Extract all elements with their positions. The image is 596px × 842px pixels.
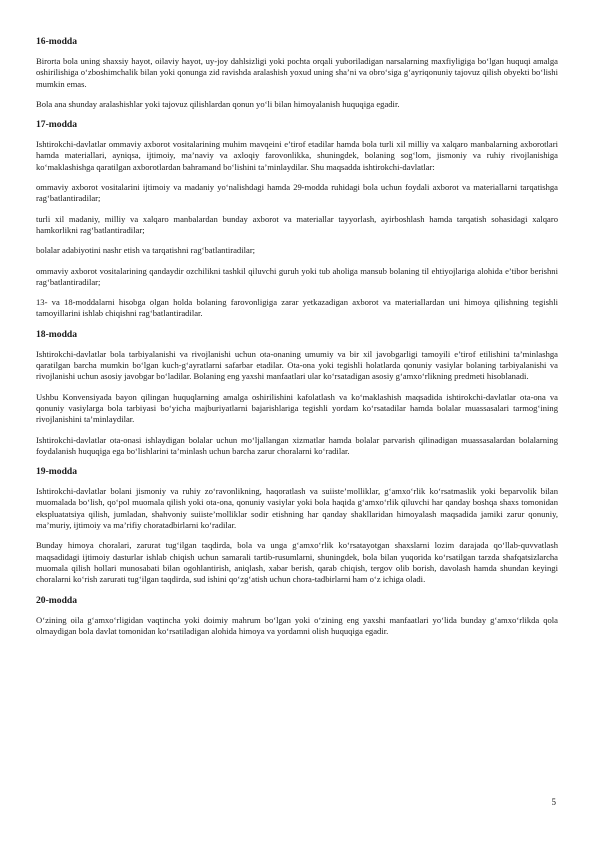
paragraph: Birorta bola uning shaxsiy hayot, oilaviy hayot, uy-joy dahlsizligi yoki pochta orqali yuboriladigan narsalarning maxfiyligiga bo‘lgan huquqi amalga oshirilishiga o‘zboshimchalik bilan yoki qonunga zid ravishda aralashish yoxud uning sha’ni va obro‘siga g‘ayriqonuniy tajovuz qilish obyekti bo‘lishi mumkin emas. <box>36 56 558 89</box>
page-number: 5 <box>551 797 556 807</box>
paragraph: bolalar adabiyotini nashr etish va tarqatishni rag‘batlantiradilar; <box>36 245 256 256</box>
paragraph: 13- va 18-moddalarni hisobga olgan holda bolaning farovonligiga zarar yetkazadigan axborot va materiallardan uni himoya qilishning tegishli tamoyillarini ishlab chiqishni rag‘batlantiradilar. <box>36 297 558 319</box>
article-heading: 20-modda <box>36 594 78 606</box>
paragraph: ommaviy axborot vositalarining qandaydir ozchilikni tashkil qiluvchi guruh yoki tub aholiga mansub bolaning til ehtiyojlariga alohida e’tibor berishni rag‘batlantiradilar; <box>36 265 558 287</box>
paragraph: Bunday himoya choralari, zarurat tug‘ilgan taqdirda, bola va unga g‘amxo‘rlik ko‘rsatayotgan shaxslarni lozim darajada qo‘llab-quvvatlash maqsadidagi ijtimoiy dasturlar ishlab chiqish uchun samarali tartib-rusumlarni, shuningdek, bola bilan yuqorida ko‘rsatilgan tarzda shafqatsizlarcha muomala qilish hollari munosabati bilan ogohlantirish, aniqlash, xabar berish, qarab chiqish, tergov olib borish, davolash hamda shundan keyingi choralarni ko‘rish zarurati tug‘ilgan taqdirda, sud ishini qo‘zg‘atish uchun chora-tadbirlarni ham o‘z ichiga oladi. <box>36 540 558 585</box>
article-heading: 16-modda <box>36 36 78 47</box>
article-heading: 18-modda <box>36 328 78 340</box>
document-body <box>36 36 558 646</box>
article-heading: 19-modda <box>36 466 78 478</box>
paragraph: O‘zining oila g‘amxo‘rligidan vaqtincha yoki doimiy mahrum bo‘lgan yoki o‘zining eng yaxshi manfaatlari yo‘lida bunday g‘amxo‘rlikda qola olmaydigan bola davlat tomonidan ko‘rsatiladigan alohida himoya va yordamni olish huquqiga egadir. <box>36 614 558 636</box>
article-heading: 17-modda <box>36 119 78 131</box>
paragraph: Ishtirokchi-davlatlar bola tarbiyalanishi va rivojlanishi uchun ota-onaning umumiy va bir xil javobgarligi tamoyili e’tirof etilishini ta’minlashga qaratilgan barcha mumkin bo‘lgan kuch-g‘ayratlarni safarbar etadilar. Ota-ona yoki tegishli holatlarda qonuniy vasiylar bolaning tarbiyalanishi va rivojlanishi uchun asosiy javobgar bo‘ladilar. Bolaning eng yaxshi manfaatlari ular ko‘rsatadigan asosiy g‘amxo‘rlikning predmeti hisoblanadi. <box>36 348 558 382</box>
paragraph: Ishtirokchi-davlatlar ommaviy axborot vositalarining muhim mavqeini e’tirof etadilar hamda bola turli xil milliy va xalqaro manbalarning axborotlari hamda materiallari, ayniqsa, ijtimoiy, ma’naviy va axloqiy farovonlikka, shuningdek, bolaning sog‘lom, jismoniy va ruhiy rivojlanishiga ko‘maklashishga qaratilgan axborotlardan bahramand bo‘lishini ta’minlaydilar. Shu maqsadda ishtirokchi-davlatlar: <box>36 139 558 172</box>
paragraph: Bola ana shunday aralashishlar yoki tajovuz qilishlardan qonun yo‘li bilan himoyalanish huquqiga egadir. <box>36 98 400 109</box>
paragraph: Ushbu Konvensiyada bayon qilingan huquqlarning amalga oshirilishini kafolatlash va ko‘maklashish maqsadida ishtirokchi-davlatlar ota-ona va qonuniy vasiylarga bola tarbiyasi bo‘yicha majburiyatlarni bajarishlariga tegishli yordam ko‘rsatadilar hamda bolalar muassasalari tarmog‘ining rivojlanishini ta’minlaydilar. <box>36 391 558 425</box>
paragraph: turli xil madaniy, milliy va xalqaro manbalardan bunday axborot va materiallar tayyorlash, ayirboshlash hamda tarqatish sohasidagi xalqaro hamkorlikni rag‘batlantiradilar; <box>36 213 558 235</box>
paragraph: Ishtirokchi-davlatlar ota-onasi ishlaydigan bolalar uchun mo‘ljallangan xizmatlar hamda bolalar parvarish qilinadigan muassasalardan bolalarning foydalanish huquqiga ega bo‘lishlarini ta’minlash uchun barcha zarur choralarni ko‘radilar. <box>36 434 558 456</box>
paragraph: Ishtirokchi-davlatlar bolani jismoniy va ruhiy zo‘ravonlikning, haqoratlash va suiiste’molliklar, g‘amxo‘rlik ko‘rsatmaslik yoki beparvolik bilan muomalada bo‘lish, qo‘pol muomala qilish yoki ota-ona, qonuniy vasiylar yoki bola haqida g‘amxo‘rlik qiluvchi har qanday boshqa shaxs tomonidan ekspluatatsiya qilish, jumladan, shahvoniy suiiste’molliklar sodir etishning har qanday shakllaridan himoyalash maqsadida jamiki zarur qonuniy, ma’muriy, ijtimoiy va ma’rifiy choratadbirlarni ko‘radilar. <box>36 486 558 531</box>
paragraph: ommaviy axborot vositalarini ijtimoiy va madaniy yo‘nalishdagi hamda 29-modda ruhidagi bola uchun foydali axborot va materiallarni tarqatishga rag‘batlantiradilar; <box>36 182 558 204</box>
